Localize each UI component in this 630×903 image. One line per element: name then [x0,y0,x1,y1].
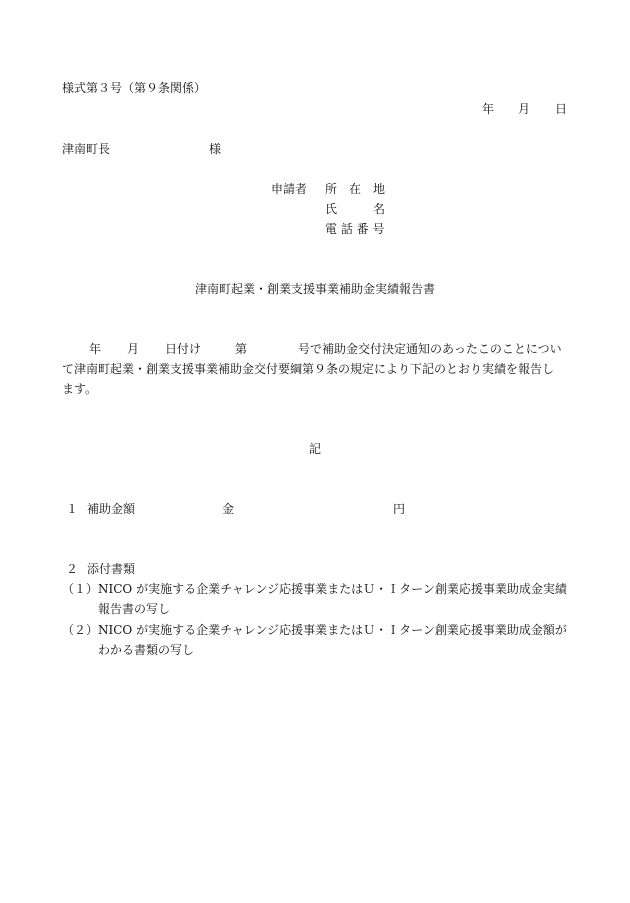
ki-heading: 記 [308,442,321,456]
section2-label: 添付書類 [87,562,136,576]
date-month-label: 月 [518,102,531,116]
applicant-name-label: 氏 名 [325,202,386,216]
body-line-3: ます。 [62,382,98,396]
section2-number: ２ [66,562,79,576]
form-number: 様式第３号（第９条関係） [62,81,207,95]
body-month: 月 [127,342,140,356]
body-day-suffix: 日付け [165,342,202,356]
addressee-honorific: 様 [209,142,222,156]
attachment-item-2-number: （２） [62,623,99,637]
section1-number: １ [66,502,79,516]
section1-prefix: 金 [222,502,235,516]
attachment-item-1-line2: 報告書の写し [98,602,171,616]
body-year: 年 [89,342,102,356]
date-day-label: 日 [555,102,568,116]
applicant-label: 申請者 [271,182,308,196]
body-line-2: て津南町起業・創業支援事業補助金交付要綱第９条の規定により下記のとおり実績を報告し [62,362,555,376]
applicant-phone-label: 電 話 番 号 [325,222,385,236]
document-title: 津南町起業・創業支援事業補助金実績報告書 [194,282,435,296]
date-year-label: 年 [482,102,495,116]
attachment-item-1-line1: NICO が実施する企業チャレンジ応援事業またはＵ・Ｉターン創業応援事業助成金実績 [98,582,567,596]
body-go-text: 号で補助金交付決定通知のあったこのことについ [298,342,562,356]
section1-suffix: 円 [393,502,406,516]
attachment-item-1-number: （１） [62,582,99,596]
attachment-item-2-line2: わかる書類の写し [98,643,195,657]
section1-label: 補助金額 [87,502,136,516]
attachment-item-2-line1: NICO が実施する企業チャレンジ応援事業またはＵ・Ｉターン創業応援事業助成金額が [98,623,567,637]
applicant-address-label: 所 在 地 [325,182,386,196]
body-dai: 第 [235,342,248,356]
addressee-name: 津南町長 [62,142,111,156]
